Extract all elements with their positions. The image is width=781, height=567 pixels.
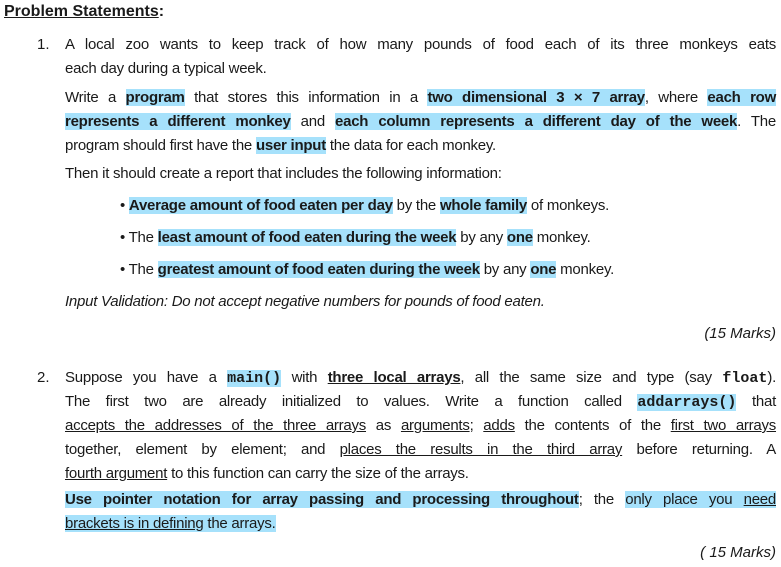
text-run: three local arrays [327,369,461,386]
text-run: by any [479,261,531,278]
q1-line [65,135,776,157]
q2-line [65,415,776,437]
q1-line [65,163,776,185]
highlighted-text: one [506,229,533,246]
q2-marks: ( 15 Marks) [700,544,776,561]
question-2-number: 2. [37,369,50,386]
text-run: , all the same size and type (say [460,369,723,386]
bullet-item [120,227,591,249]
highlighted-text: each column represents a different day of the week [335,113,738,130]
text-run: arguments [400,417,470,434]
q1-line [65,58,776,80]
text-run: program should first have the [65,137,256,154]
text-run: A local zoo wants to keep track of how many pounds of food each of its three monkeys eats [65,36,776,53]
text-run: Write a [65,89,126,106]
question-1-number: 1. [37,36,50,53]
text-run: Then it should create a report that includes the following information: [65,165,502,182]
text-run: ; [469,417,484,434]
text-run: first two arrays [670,417,777,434]
q1-line [65,87,776,109]
text-run: Input Validation: Do not accept negative numbers for pounds of food eaten. [65,293,545,310]
code-text: float [722,370,768,387]
text-run: before returning. A [622,441,776,458]
q2-line [65,513,776,535]
highlighted-text: each row [707,89,776,106]
text-run: adds [483,417,515,434]
text-run: monkey. [532,229,591,246]
text-run: the contents of the [514,417,671,434]
text-run: fourth argument [65,465,168,482]
text-run: monkey. [556,261,614,278]
highlighted-text: Use pointer notation for array passing and processing throughout [65,491,579,508]
highlighted-text: user input [255,137,326,154]
q1-marks: (15 Marks) [704,325,776,342]
highlighted-text: the arrays. [203,515,276,532]
text-run: the data for each monkey. [325,137,496,154]
text-run: as [366,417,401,434]
heading-text: Problem Statements [4,3,159,20]
text-run: places the results in the third array [339,441,623,458]
highlighted-text: program [125,89,185,106]
input-validation-note [65,291,776,313]
q1-line [65,34,776,56]
text-run: that stores this information in a [184,89,428,106]
text-run: • The [120,261,158,278]
bullet-item [120,259,614,281]
text-run: of monkeys. [526,197,610,214]
text-run: together, element by element; and [65,441,340,458]
text-run: . The [737,113,776,130]
q1-line [65,111,776,133]
q2-line [65,367,776,390]
heading-colon: : [158,3,165,20]
text-run: accepts the addresses of the three arrays [65,417,367,434]
highlighted-text: only place you [625,491,744,508]
text-run: The first two are already initialized to values. Write a function called [65,393,638,410]
q2-line [65,463,776,485]
highlighted-text: least amount of food eaten during the week [157,229,457,246]
highlighted-text: two dimensional 3 × 7 array [427,89,645,106]
text-run: • [120,197,129,214]
code-text: main() [227,370,282,387]
text-run: and [290,113,336,130]
text-run: to this function can carry the size of the arrays. [167,465,469,482]
text-run: • The [120,229,158,246]
highlighted-text: one [530,261,557,278]
problem-statements-heading [4,1,164,23]
q2-line [65,391,776,414]
highlighted-text: need [743,491,776,508]
text-run: , where [644,89,708,106]
highlighted-text: whole family [439,197,527,214]
highlighted-text: Average amount of food eaten per day [128,197,393,214]
code-text: addarrays() [637,394,737,411]
highlighted-text: represents a different monkey [65,113,291,130]
text-run: by any [456,229,507,246]
text-run: Suppose you have a [65,369,228,386]
text-run: by the [392,197,440,214]
highlighted-text: brackets is in defining [65,515,204,532]
q2-line [65,489,776,511]
highlighted-text: greatest amount of food eaten during the week [157,261,480,278]
text-run: ; the [578,491,626,508]
text-run: ). [767,369,776,386]
text-run: with [281,369,328,386]
q2-line [65,439,776,461]
text-run: that [736,393,776,410]
bullet-item [120,195,609,217]
text-run: each day during a typical week. [65,60,267,77]
